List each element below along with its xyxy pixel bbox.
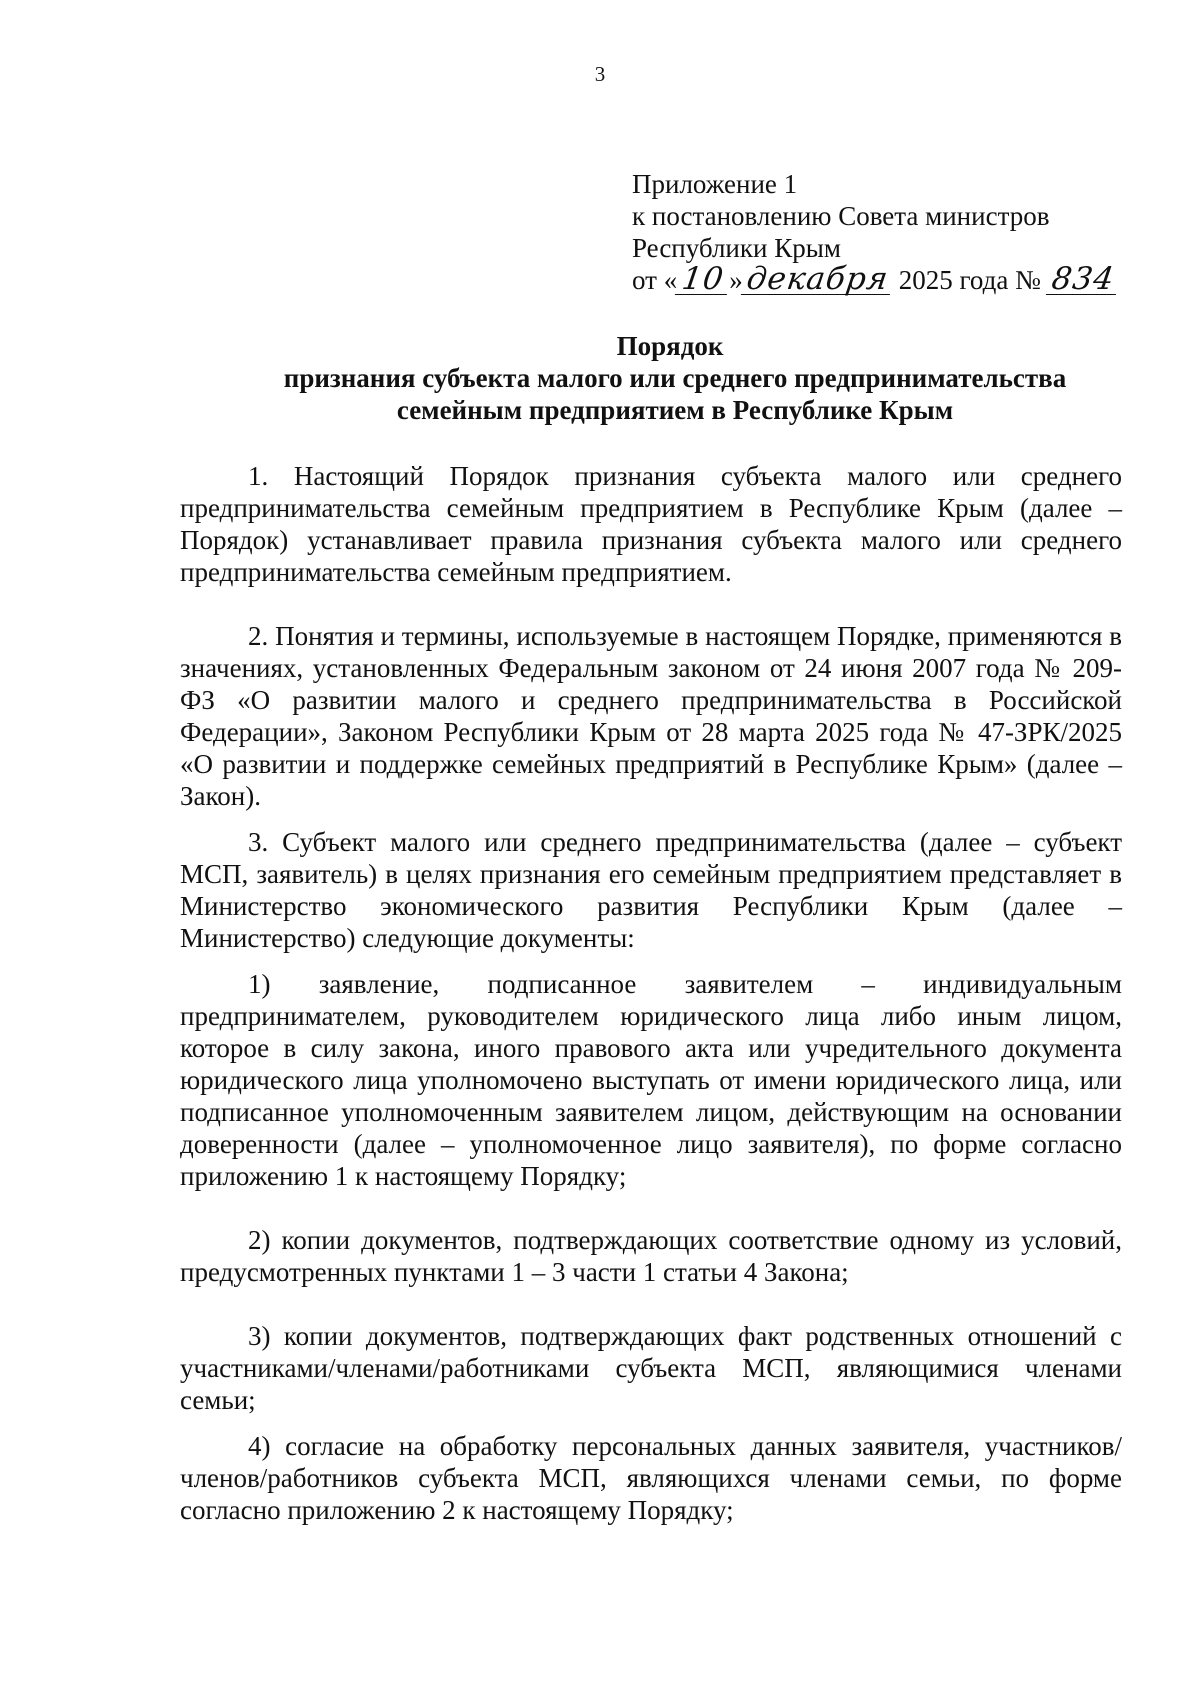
paragraph-3: 3. Субъект малого или среднего предпринимательства (далее – субъект МСП, заявитель) в целях признания его семейным предприятием представляет в Министерство экономического развития Республики Крым (далее – Министерство) следующие документы: xyxy=(180,827,1122,953)
title-line-3: семейным предприятием в Республике Крым xyxy=(396,395,954,425)
annex-header xyxy=(632,168,1118,296)
annex-date-line xyxy=(632,261,1118,297)
document-title xyxy=(0,330,1200,426)
list-item-4: 4) согласие на обработку персональных данных заявителя, участников/членов/работников субъекта МСП, являющихся членами семьи, по форме согласно приложению 2 к настоящему Порядку; xyxy=(180,1431,1122,1525)
page-number: 3 xyxy=(594,62,606,86)
handwritten-day: 10 xyxy=(675,264,731,295)
paragraph-1: 1. Настоящий Порядок признания субъекта малого или среднего предпринимательства семейным предприятием в Республике Крым (далее – Порядок) устанавливает правила признания субъекта малого или среднего предпринимательства семейным предприятием. xyxy=(180,461,1122,587)
date-year-text: 2025 года № xyxy=(898,265,1041,295)
title-line-1: Порядок xyxy=(616,331,724,361)
annex-reference: к постановлению Совета министров xyxy=(632,201,1050,231)
list-item-3: 3) копии документов, подтверждающих факт родственных отношений с участниками/членами/работниками субъекта МСП, являющимися членами семьи; xyxy=(180,1321,1122,1415)
paragraph-2: 2. Понятия и термины, используемые в настоящем Порядке, применяются в значениях, установленных Федеральным законом от 24 июня 2007 года № 209-ФЗ «О развитии малого и среднего предпринимательства в Российской Федерации», Законом Республики Крым от 28 марта 2025 года № 47-ЗРК/2025 «О развитии и поддержке семейных предприятий в Республике Крым» (далее – Закон). xyxy=(180,621,1122,811)
title-line-2: признания субъекта малого или среднего предпринимательства xyxy=(283,363,1067,393)
document-body xyxy=(180,460,1122,1526)
annex-title: Приложение 1 xyxy=(632,169,798,199)
handwritten-month: декабря xyxy=(741,264,895,295)
annex-issuer: Республики Крым xyxy=(632,233,841,263)
list-item-2: 2) копии документов, подтверждающих соответствие одному из условий, предусмотренных пунктами 1 – 3 части 1 статьи 4 Закона; xyxy=(180,1225,1122,1287)
list-item-1: 1) заявление, подписанное заявителем – индивидуальным предпринимателем, руководителем юридического лица либо иным лицом, которое в силу закона, иного правового акта или учредительного документа юридического лица уполномочено выступать от имени юридического лица, или подписанное уполномоченным заявителем лицом, действующим на основании доверенности (далее – уполномоченное лицо заявителя), по форме согласно приложению 1 к настоящему Порядку; xyxy=(180,969,1122,1191)
date-prefix: от « xyxy=(632,265,678,295)
handwritten-decree-number: 834 xyxy=(1045,264,1120,295)
date-quote-close: » xyxy=(729,265,743,295)
